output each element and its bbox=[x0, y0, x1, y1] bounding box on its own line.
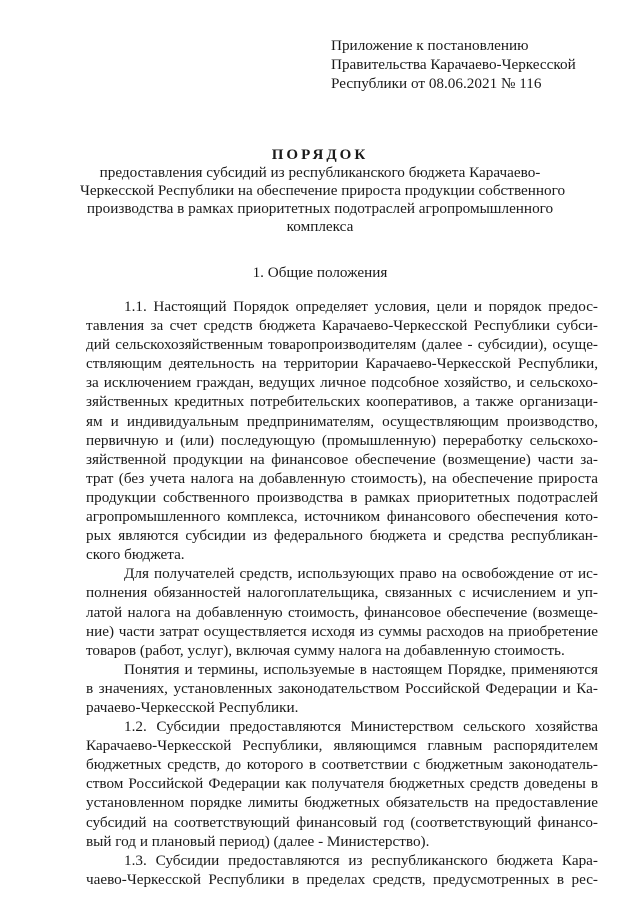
body-line: ние) части затрат осуществляется исходя из суммы расходов на приобретение bbox=[86, 622, 598, 640]
appendix-header bbox=[331, 36, 576, 93]
body-line: латой налога на добавленную стоимость, финансовое обеспечение (возмеще- bbox=[86, 603, 598, 621]
subtitle-line: комплекса bbox=[286, 218, 354, 235]
body-line: за исключением граждан, ведущих личное подсобное хозяйство, и сельскохо- bbox=[86, 374, 598, 392]
body-line: Понятия и термины, используемые в настоящем Порядке, применяются bbox=[124, 660, 598, 678]
body-line: ям и индивидуальным предпринимателям, осуществляющим производство, bbox=[86, 412, 598, 430]
body-line: 1.2. Субсидии предоставляются Министерством сельского хозяйства bbox=[124, 718, 598, 736]
body-line: трат (без учета налога на добавленную стоимость), на обеспечение прироста bbox=[86, 469, 598, 487]
body-line: зяйственных кредитных потребительских кооперативов, а также организаци- bbox=[86, 393, 598, 411]
subtitle-line: производства в рамках приоритетных подотраслей агропромышленного bbox=[86, 200, 554, 217]
body-line: чаево-Черкесской Республики в пределах средств, предусмотренных в рес- bbox=[86, 870, 598, 888]
body-line: тавления за счет средств бюджета Карачаево-Черкесской Республики субси- bbox=[86, 317, 598, 335]
document-subtitle bbox=[80, 164, 566, 236]
section-heading: 1. Общие положения bbox=[252, 264, 388, 281]
body-line: Для получателей средств, использующих право на освобождение от ис- bbox=[124, 565, 598, 583]
body-line: в значениях, установленных законодательством Российской Федерации и Ка- bbox=[86, 679, 598, 697]
body-line: ством Российской Федерации как получателя бюджетных средств доведены в bbox=[86, 775, 598, 793]
body-line: полнения обязанностей налогоплательщика, связанных с исчислением и уп- bbox=[86, 584, 598, 602]
body-line: Карачаево-Черкесской Республики, являющимся главным распорядителем bbox=[86, 737, 598, 755]
body-line: товаров (работ, услуг), включая сумму налога на добавленную стоимость. bbox=[86, 641, 565, 659]
body-line: субсидий на соответствующий финансовый год (соответствующий финансо- bbox=[86, 813, 598, 831]
body-line: установленном порядке лимиты бюджетных обязательств на предоставление bbox=[86, 794, 598, 812]
body-line: 1.1. Настоящий Порядок определяет условия, цели и порядок предос- bbox=[124, 298, 598, 315]
body-line: первичную и (или) последующую (промышленную) переработку сельскохо- bbox=[86, 431, 598, 449]
body-line: рых являются субсидии из федерального бюджета и средства республикан- bbox=[86, 527, 598, 545]
document-title: ПОРЯДОК bbox=[271, 147, 369, 163]
body-line: 1.3. Субсидии предоставляются из республиканского бюджета Кара- bbox=[124, 851, 598, 869]
body-line: дий сельскохозяйственным товаропроизводителям (далее - субсидии), осуще- bbox=[86, 336, 598, 354]
body-line: агропромышленного комплекса, источником финансового обеспечения кото- bbox=[86, 508, 598, 526]
body-line: ствляющим деятельность на территории Карачаево-Черкесской Республики, bbox=[86, 355, 598, 373]
body-line: рачаево-Черкесской Республики. bbox=[86, 698, 299, 716]
document-body bbox=[86, 297, 598, 889]
appendix-line: Правительства Карачаево-Черкесской bbox=[331, 56, 576, 73]
appendix-line: Республики от 08.06.2021 № 116 bbox=[331, 75, 542, 92]
subtitle-line: предоставления субсидий из республиканского бюджета Карачаево- bbox=[99, 164, 541, 181]
body-line: ского бюджета. bbox=[86, 546, 185, 564]
subtitle-line: Черкесской Республики на обеспечение прироста продукции собственного bbox=[80, 182, 566, 199]
body-line: вый год и плановый период) (далее - Министерство). bbox=[86, 832, 430, 850]
body-line: зяйственной продукции на финансовое обеспечение (возмещение) части за- bbox=[86, 450, 598, 468]
appendix-line: Приложение к постановлению bbox=[331, 37, 529, 54]
body-line: бюджетных средств, до которого в соответствии с бюджетным законодатель- bbox=[86, 756, 598, 774]
body-line: продукции собственного производства в рамках приоритетных подотраслей bbox=[86, 488, 598, 506]
